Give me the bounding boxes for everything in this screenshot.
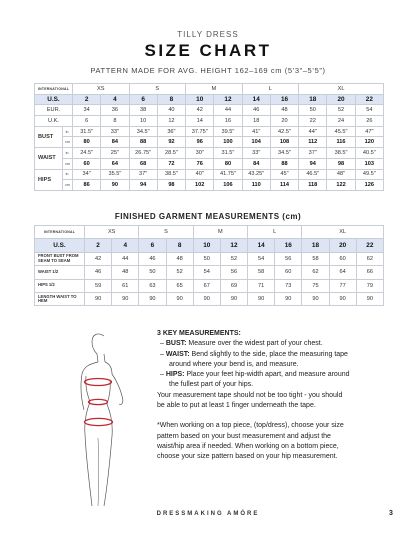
garment-cell: 90 bbox=[85, 292, 112, 305]
garment-cell: 69 bbox=[220, 279, 247, 292]
measurement-cell: 94 bbox=[299, 158, 327, 169]
size-cell: 34 bbox=[73, 105, 101, 116]
footer-brand: DRESSMAKING AMÓRE bbox=[156, 511, 260, 517]
intl-size-cell: XS bbox=[85, 226, 139, 239]
measurement-row-cm bbox=[35, 180, 384, 191]
measurement-cell: 92 bbox=[157, 137, 185, 148]
us-size-cell: 16 bbox=[275, 239, 302, 252]
size-row-label: U.K. bbox=[35, 116, 73, 127]
measurement-cell: 98 bbox=[327, 158, 355, 169]
hips-term: HIPS: bbox=[165, 371, 185, 379]
measurement-cell: 98 bbox=[157, 180, 185, 191]
tip-line-2: pattern based on your bust measurement and adjust the bbox=[157, 432, 331, 440]
measurement-cell: 103 bbox=[355, 158, 383, 169]
size-cell: 8 bbox=[157, 94, 185, 105]
us-size-cell: 22 bbox=[356, 239, 383, 252]
unit-in: in. bbox=[63, 169, 73, 180]
garment-cell: 73 bbox=[275, 279, 302, 292]
measurement-row-cm bbox=[35, 137, 384, 148]
tip-line-4: choose your size pattern based on your hip measurement. bbox=[157, 453, 338, 461]
size-cell: 18 bbox=[242, 116, 270, 127]
measurement-cell: 112 bbox=[299, 137, 327, 148]
measurement-cell: 31.5" bbox=[73, 126, 101, 137]
measurement-cell: 110 bbox=[242, 180, 270, 191]
measurement-cell: 120 bbox=[355, 137, 383, 148]
size-row bbox=[35, 105, 384, 116]
measurement-cell: 60 bbox=[73, 158, 101, 169]
measurement-cell: 80 bbox=[73, 137, 101, 148]
garment-cell: 44 bbox=[112, 252, 139, 265]
measurement-cell: 45" bbox=[270, 169, 298, 180]
waist-term: WAIST: bbox=[165, 350, 190, 358]
measurement-cell: 76 bbox=[186, 158, 214, 169]
measurement-cell: 35.5" bbox=[101, 169, 129, 180]
measurement-cell: 41" bbox=[242, 126, 270, 137]
pattern-name: TILLY DRESS bbox=[177, 30, 239, 39]
size-cell: 26 bbox=[355, 116, 383, 127]
garment-cell: 90 bbox=[275, 292, 302, 305]
garment-cell: 48 bbox=[112, 266, 139, 279]
garment-row bbox=[35, 279, 384, 292]
measurement-cell: 46.5" bbox=[299, 169, 327, 180]
garment-cell: 54 bbox=[248, 252, 275, 265]
garment-row-label: WAIST 1/2 bbox=[35, 266, 85, 279]
garment-cell: 90 bbox=[220, 292, 247, 305]
size-cell: 44 bbox=[214, 105, 242, 116]
measurement-cell: 34.5" bbox=[270, 148, 298, 159]
bust-term: BUST: bbox=[165, 340, 187, 348]
measurement-label: WAIST bbox=[35, 148, 63, 169]
garment-row bbox=[35, 292, 384, 305]
tape-note-line-2: be able to put at least 1 finger underneath the tape. bbox=[157, 402, 316, 410]
measurement-cell: 68 bbox=[129, 158, 157, 169]
size-cell: 2 bbox=[73, 94, 101, 105]
measurement-cell: 43.25" bbox=[242, 169, 270, 180]
measurement-cell: 41.75" bbox=[214, 169, 242, 180]
garment-cell: 56 bbox=[275, 252, 302, 265]
measurement-cell: 104 bbox=[242, 137, 270, 148]
us-label: U.S. bbox=[35, 239, 85, 252]
size-cell: 10 bbox=[129, 116, 157, 127]
measurement-cell: 86 bbox=[73, 180, 101, 191]
intl-size-cell: S bbox=[129, 84, 186, 95]
measurement-cell: 24.5" bbox=[73, 148, 101, 159]
measurement-cell: 80 bbox=[214, 158, 242, 169]
measurement-cell: 37.75" bbox=[186, 126, 214, 137]
garment-cell: 59 bbox=[85, 279, 112, 292]
garment-cell: 90 bbox=[302, 292, 329, 305]
garment-cell: 58 bbox=[248, 266, 275, 279]
garment-cell: 56 bbox=[220, 266, 247, 279]
intl-size-cell: XL bbox=[302, 226, 384, 239]
tip-line-1: *When working on a top piece, (top/dress), choose your size bbox=[157, 422, 344, 430]
measurement-cell: 34" bbox=[73, 169, 101, 180]
size-cell: 14 bbox=[186, 116, 214, 127]
garment-cell: 77 bbox=[329, 279, 356, 292]
garment-cell: 90 bbox=[329, 292, 356, 305]
size-cell: 18 bbox=[299, 94, 327, 105]
intl-size-cell: L bbox=[248, 226, 302, 239]
measurement-cell: 96 bbox=[186, 137, 214, 148]
measurement-cell: 47" bbox=[355, 126, 383, 137]
garment-row-label: LENGTH WAIST TO HEM bbox=[35, 292, 85, 305]
size-cell: 46 bbox=[242, 105, 270, 116]
page-subtitle: PATTERN MADE FOR AVG. HEIGHT 162–169 cm (5’3”–5’5”) bbox=[90, 66, 326, 75]
size-cell: 38 bbox=[129, 105, 157, 116]
measurement-cell: 45.5" bbox=[327, 126, 355, 137]
size-cell: 22 bbox=[299, 116, 327, 127]
size-cell: 22 bbox=[355, 94, 383, 105]
garment-measurements-table bbox=[34, 225, 384, 306]
us-size-cell: 4 bbox=[112, 239, 139, 252]
size-cell: 6 bbox=[73, 116, 101, 127]
measurement-cell: 84 bbox=[101, 137, 129, 148]
measurement-cell: 33" bbox=[242, 148, 270, 159]
garment-cell: 90 bbox=[248, 292, 275, 305]
intl-size-row bbox=[35, 84, 384, 95]
unit-cm: cm bbox=[63, 158, 73, 169]
measurement-cell: 102 bbox=[186, 180, 214, 191]
measurement-cell: 26.75" bbox=[129, 148, 157, 159]
measurement-cell: 122 bbox=[327, 180, 355, 191]
tip-line-3: waist/hip area if needed. When working on a bottom piece, bbox=[157, 442, 339, 450]
garment-cell: 61 bbox=[112, 279, 139, 292]
measurement-cell: 88 bbox=[270, 158, 298, 169]
garment-cell: 46 bbox=[139, 252, 166, 265]
us-size-cell: 2 bbox=[85, 239, 112, 252]
unit-in: in. bbox=[63, 126, 73, 137]
garment-cell: 62 bbox=[356, 252, 383, 265]
size-cell: 10 bbox=[186, 94, 214, 105]
size-cell: 4 bbox=[101, 94, 129, 105]
unit-in: in. bbox=[63, 148, 73, 159]
measurement-cell: 84 bbox=[242, 158, 270, 169]
unit-cm: cm bbox=[63, 137, 73, 148]
measurement-cell: 44" bbox=[299, 126, 327, 137]
us-size-cell: 18 bbox=[302, 239, 329, 252]
garment-cell: 90 bbox=[193, 292, 220, 305]
garment-cell: 90 bbox=[356, 292, 383, 305]
size-cell: 40 bbox=[157, 105, 185, 116]
waist-instruction-cont: around where your bend is, and measure. bbox=[169, 360, 299, 368]
measurement-cell: 118 bbox=[299, 180, 327, 191]
garment-row-label: FRONT BUST FROM SEAM TO SEAM bbox=[35, 252, 85, 265]
measurement-cell: 25" bbox=[101, 148, 129, 159]
measurement-cell: 42.5" bbox=[270, 126, 298, 137]
intl-size-cell: S bbox=[139, 226, 193, 239]
size-chart-table bbox=[34, 83, 384, 191]
garment-cell: 65 bbox=[166, 279, 193, 292]
measurement-cell: 31.5" bbox=[214, 148, 242, 159]
garment-cell: 60 bbox=[329, 252, 356, 265]
intl-label: INTERNATIONAL bbox=[35, 226, 85, 239]
us-size-cell: 20 bbox=[329, 239, 356, 252]
garment-cell: 71 bbox=[248, 279, 275, 292]
hips-instruction: – HIPS: Place your feet hip-width apart, and measure around bbox=[160, 371, 350, 379]
garment-cell: 63 bbox=[139, 279, 166, 292]
size-cell: 20 bbox=[270, 116, 298, 127]
measurement-cell: 72 bbox=[157, 158, 185, 169]
measurement-cell: 94 bbox=[129, 180, 157, 191]
measurement-row-cm bbox=[35, 158, 384, 169]
garment-cell: 67 bbox=[193, 279, 220, 292]
intl-size-cell: M bbox=[193, 226, 247, 239]
bust-text: Measure over the widest part of your chest. bbox=[186, 340, 323, 348]
measurement-cell: 49.5" bbox=[355, 169, 383, 180]
size-cell: 42 bbox=[186, 105, 214, 116]
size-cell: 50 bbox=[299, 105, 327, 116]
garment-row bbox=[35, 266, 384, 279]
measurement-cell: 114 bbox=[270, 180, 298, 191]
measurement-cell: 106 bbox=[214, 180, 242, 191]
measurement-cell: 108 bbox=[270, 137, 298, 148]
bust-instruction: – BUST: Measure over the widest part of your chest. bbox=[160, 340, 323, 348]
garment-cell: 79 bbox=[356, 279, 383, 292]
size-cell: 12 bbox=[214, 94, 242, 105]
garment-cell: 64 bbox=[329, 266, 356, 279]
us-size-cell: 8 bbox=[166, 239, 193, 252]
garment-section-title: FINISHED GARMENT MEASUREMENTS (cm) bbox=[114, 212, 302, 221]
intl-size-cell: XS bbox=[73, 84, 130, 95]
measurement-cell: 36" bbox=[157, 126, 185, 137]
measurement-cell: 33" bbox=[101, 126, 129, 137]
garment-cell: 52 bbox=[166, 266, 193, 279]
measurement-cell: 116 bbox=[327, 137, 355, 148]
size-cell: 8 bbox=[101, 116, 129, 127]
garment-cell: 90 bbox=[139, 292, 166, 305]
measurement-cell: 90 bbox=[101, 180, 129, 191]
garment-cell: 54 bbox=[193, 266, 220, 279]
measurement-cell: 30" bbox=[186, 148, 214, 159]
measurement-cell: 37" bbox=[299, 148, 327, 159]
intl-label: INTERNATIONAL bbox=[35, 84, 73, 95]
garment-cell: 75 bbox=[302, 279, 329, 292]
garment-cell: 58 bbox=[302, 252, 329, 265]
intl-size-cell: L bbox=[242, 84, 299, 95]
size-cell: 52 bbox=[327, 105, 355, 116]
measurement-cell: 88 bbox=[129, 137, 157, 148]
garment-cell: 90 bbox=[112, 292, 139, 305]
key-measurements-notes bbox=[157, 329, 387, 463]
measurement-cell: 38.5" bbox=[327, 148, 355, 159]
us-size-cell: 12 bbox=[220, 239, 247, 252]
size-row bbox=[35, 116, 384, 127]
size-cell: 48 bbox=[270, 105, 298, 116]
size-cell: 12 bbox=[157, 116, 185, 127]
measurement-cell: 38.5" bbox=[157, 169, 185, 180]
waist-text: Bend slightly to the side, place the measuring tape bbox=[189, 350, 348, 358]
garment-cell: 66 bbox=[356, 266, 383, 279]
measurement-cell: 40" bbox=[186, 169, 214, 180]
hips-text: Place your feet hip-width apart, and measure around bbox=[184, 371, 350, 379]
measurement-cell: 64 bbox=[101, 158, 129, 169]
size-cell: 54 bbox=[355, 105, 383, 116]
page-number: 3 bbox=[389, 510, 393, 517]
us-size-cell: 6 bbox=[139, 239, 166, 252]
size-row bbox=[35, 94, 384, 105]
garment-cell: 62 bbox=[302, 266, 329, 279]
measurement-cell: 48" bbox=[327, 169, 355, 180]
measurement-cell: 100 bbox=[214, 137, 242, 148]
measurement-cell: 34.5" bbox=[129, 126, 157, 137]
size-cell: 20 bbox=[327, 94, 355, 105]
measurement-row-in bbox=[35, 169, 384, 180]
garment-cell: 50 bbox=[139, 266, 166, 279]
garment-cell: 60 bbox=[275, 266, 302, 279]
garment-row bbox=[35, 252, 384, 265]
us-size-cell: 14 bbox=[248, 239, 275, 252]
waist-instruction: – WAIST: Bend slightly to the side, place the measuring tape bbox=[160, 350, 348, 358]
us-size-cell: 10 bbox=[193, 239, 220, 252]
page-title: SIZE CHART bbox=[144, 41, 272, 60]
intl-size-cell: XL bbox=[299, 84, 384, 95]
unit-cm: cm bbox=[63, 180, 73, 191]
garment-cell: 42 bbox=[85, 252, 112, 265]
hips-instruction-cont: the fullest part of your hips. bbox=[169, 381, 254, 389]
measurement-cell: 126 bbox=[355, 180, 383, 191]
measurement-cell: 37" bbox=[129, 169, 157, 180]
tape-note-line-1: Your measurement tape should not be too tight - you should bbox=[157, 391, 343, 399]
measurement-row-in bbox=[35, 148, 384, 159]
size-cell: 14 bbox=[242, 94, 270, 105]
garment-cell: 52 bbox=[220, 252, 247, 265]
size-row-label: EUR. bbox=[35, 105, 73, 116]
size-row-label: U.S. bbox=[35, 94, 73, 105]
measurement-cell: 28.5" bbox=[157, 148, 185, 159]
measurement-label: HIPS bbox=[35, 169, 63, 190]
size-cell: 6 bbox=[129, 94, 157, 105]
garment-cell: 90 bbox=[166, 292, 193, 305]
key-measurements-heading: 3 KEY MEASUREMENTS: bbox=[157, 330, 241, 337]
size-cell: 16 bbox=[270, 94, 298, 105]
garment-cell: 46 bbox=[85, 266, 112, 279]
garment-row-label: HIPS 1/2 bbox=[35, 279, 85, 292]
garment-cell: 50 bbox=[193, 252, 220, 265]
garment-cell: 48 bbox=[166, 252, 193, 265]
measurement-cell: 39.5" bbox=[214, 126, 242, 137]
measurement-row-in bbox=[35, 126, 384, 137]
intl-size-row bbox=[35, 226, 384, 239]
measurement-label: BUST bbox=[35, 126, 63, 147]
size-cell: 36 bbox=[101, 105, 129, 116]
us-size-row bbox=[35, 239, 384, 252]
measurement-cell: 40.5" bbox=[355, 148, 383, 159]
size-cell: 16 bbox=[214, 116, 242, 127]
body-measurement-illustration bbox=[64, 330, 128, 510]
intl-size-cell: M bbox=[186, 84, 243, 95]
size-cell: 24 bbox=[327, 116, 355, 127]
